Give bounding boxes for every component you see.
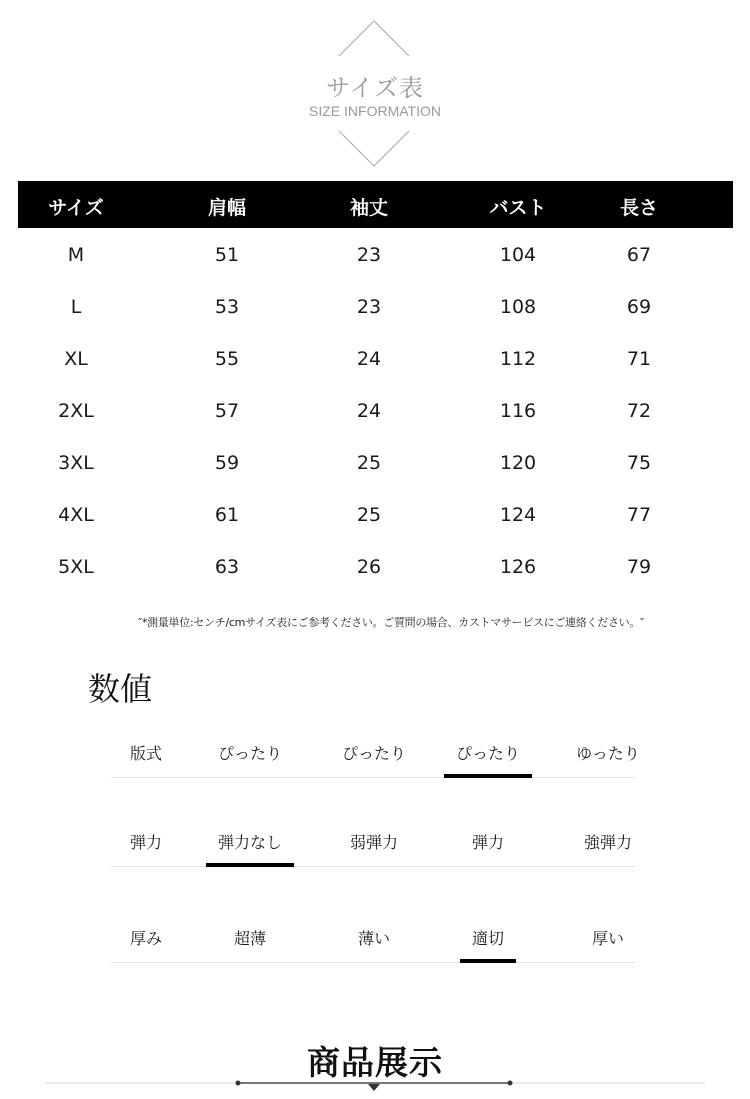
value-option: 薄い bbox=[357, 929, 391, 948]
page-subtitle: SIZE INFORMATION bbox=[309, 103, 441, 119]
value-option-selected: 適切 bbox=[472, 926, 504, 949]
value-option: 厚い bbox=[591, 929, 625, 948]
table-row bbox=[18, 488, 733, 540]
caret-down-icon bbox=[368, 1084, 380, 1091]
table-cell: 72 bbox=[626, 400, 652, 422]
value-row-label: 厚み bbox=[129, 929, 163, 948]
table-cell: 75 bbox=[626, 452, 652, 474]
size-info-header bbox=[0, 0, 750, 175]
table-cell: 61 bbox=[214, 504, 240, 526]
values-title: 数値 bbox=[88, 670, 153, 708]
column-header-sleeve: 袖丈 bbox=[349, 197, 389, 219]
table-cell: 124 bbox=[499, 504, 537, 526]
table-cell: 108 bbox=[499, 296, 537, 318]
value-row bbox=[111, 741, 640, 778]
value-option: 弾力 bbox=[471, 833, 505, 852]
table-cell: 63 bbox=[214, 556, 240, 578]
size-label-cell: XL bbox=[64, 348, 88, 370]
showcase-title: 商品展示 bbox=[307, 1043, 443, 1082]
table-cell: 57 bbox=[214, 400, 240, 422]
value-option: 超薄 bbox=[233, 929, 267, 948]
value-row-label: 弾力 bbox=[129, 833, 163, 852]
table-row bbox=[18, 540, 733, 592]
column-header-bust: バスト bbox=[489, 197, 547, 219]
table-cell: 59 bbox=[214, 452, 240, 474]
table-cell: 25 bbox=[356, 504, 382, 526]
table-cell: 104 bbox=[499, 244, 537, 266]
value-option-selected: ぴったり bbox=[456, 741, 520, 764]
table-cell: 23 bbox=[356, 244, 382, 266]
value-option: ぴったり bbox=[217, 744, 283, 763]
table-body bbox=[18, 228, 733, 592]
showcase-divider bbox=[0, 1075, 750, 1099]
table-cell: 53 bbox=[214, 296, 240, 318]
value-option: ゆったり bbox=[576, 744, 640, 763]
table-row bbox=[18, 436, 733, 488]
table-cell: 24 bbox=[356, 400, 382, 422]
page-title: サイズ表 bbox=[325, 74, 425, 102]
value-option: 弱弾力 bbox=[349, 833, 399, 852]
table-cell: 55 bbox=[214, 348, 240, 370]
value-row bbox=[111, 830, 635, 867]
measurement-note: ″*測量単位:センチ/cmサイズ表にご参考ください。ご質問の場合、カストマサービスにご連絡ください。″ bbox=[138, 616, 644, 629]
size-label-cell: 3XL bbox=[58, 452, 94, 474]
size-label-cell: L bbox=[70, 296, 82, 318]
table-row bbox=[18, 228, 733, 280]
column-header-size: サイズ bbox=[48, 197, 104, 219]
column-header-shoulder: 肩幅 bbox=[207, 197, 247, 219]
table-cell: 23 bbox=[356, 296, 382, 318]
table-cell: 112 bbox=[499, 348, 537, 370]
size-label-cell: 2XL bbox=[58, 400, 94, 422]
table-cell: 25 bbox=[356, 452, 382, 474]
value-row-label: 版式 bbox=[129, 744, 163, 763]
table-header-row bbox=[18, 181, 733, 228]
table-cell: 69 bbox=[626, 296, 652, 318]
value-option: ぴったり bbox=[341, 744, 407, 763]
table-cell: 67 bbox=[626, 244, 652, 266]
table-row bbox=[18, 332, 733, 384]
table-cell: 77 bbox=[626, 504, 652, 526]
table-cell: 116 bbox=[499, 400, 537, 422]
table-cell: 71 bbox=[626, 348, 652, 370]
table-row bbox=[18, 280, 733, 332]
table-cell: 51 bbox=[214, 244, 240, 266]
size-table bbox=[18, 181, 733, 592]
table-cell: 24 bbox=[356, 348, 382, 370]
table-cell: 120 bbox=[499, 452, 537, 474]
value-option: 強弾力 bbox=[583, 833, 633, 852]
table-cell: 79 bbox=[626, 556, 652, 578]
table-row bbox=[18, 384, 733, 436]
column-header-length: 長さ bbox=[619, 197, 659, 219]
size-label-cell: 4XL bbox=[58, 504, 94, 526]
size-label-cell: M bbox=[67, 244, 85, 266]
value-row bbox=[111, 926, 635, 963]
value-option-selected: 弾力なし bbox=[218, 830, 282, 853]
table-cell: 126 bbox=[499, 556, 537, 578]
size-label-cell: 5XL bbox=[58, 556, 94, 578]
table-cell: 26 bbox=[356, 556, 382, 578]
